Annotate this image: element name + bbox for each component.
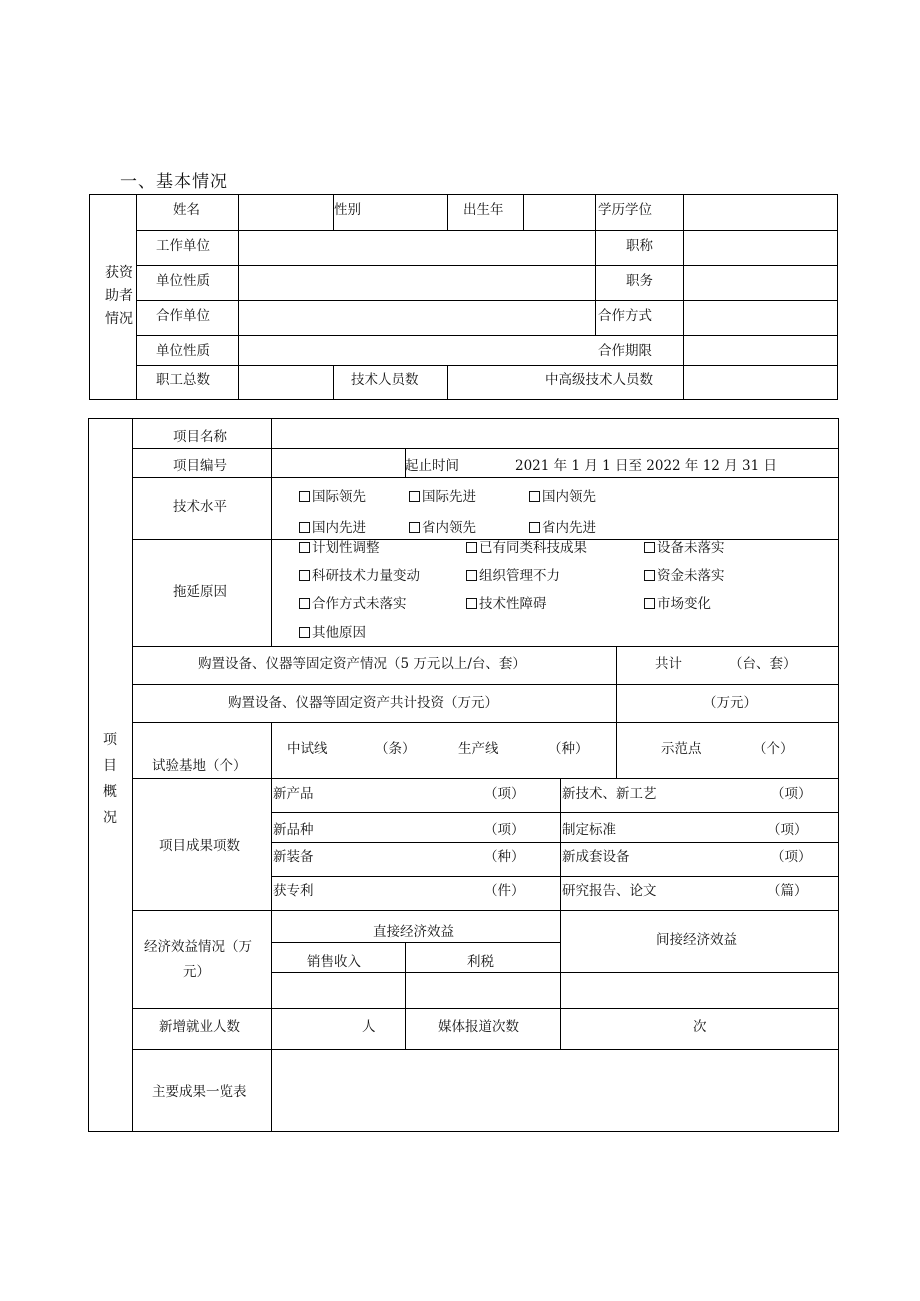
staff-total-label: 职工总数 xyxy=(156,372,210,388)
recipient-group-label: 获资 助者 情况 xyxy=(105,265,133,328)
achievement-item: 制定标准 xyxy=(562,822,616,838)
checkbox-icon xyxy=(299,522,310,533)
econ-label-cont: 元） xyxy=(183,964,210,980)
delay-option[interactable]: 设备未落实 xyxy=(644,542,725,556)
achievement-item: 新品种 xyxy=(273,822,314,838)
tech-level-option[interactable]: 国际先进 xyxy=(409,491,476,505)
results-list-label: 主要成果一览表 xyxy=(152,1084,247,1100)
delay-option[interactable]: 计划性调整 xyxy=(299,542,380,556)
demo-point-unit: （个） xyxy=(753,741,794,757)
checkbox-icon xyxy=(466,542,477,553)
delay-label: 拖延原因 xyxy=(173,584,227,600)
birth-label: 出生年 xyxy=(463,202,504,218)
achievement-unit: （项） xyxy=(771,849,812,865)
period-label: 起止时间 xyxy=(405,458,459,474)
achievement-unit: （种） xyxy=(484,849,525,865)
recipient-table xyxy=(89,194,838,400)
delay-option[interactable]: 市场变化 xyxy=(644,598,711,612)
direct-benefit-header: 直接经济效益 xyxy=(373,924,454,940)
delay-option[interactable]: 其他原因 xyxy=(299,627,366,641)
equipment-total: 共计 xyxy=(655,656,682,672)
tech-level-option[interactable]: 国际领先 xyxy=(299,491,366,505)
production-line-label: 生产线 xyxy=(458,741,499,757)
jobs-unit: 人 xyxy=(362,1019,376,1035)
education-label: 学历学位 xyxy=(598,202,652,218)
period-value: 2021 年 1 月 1 日至 2022 年 12 月 31 日 xyxy=(515,458,777,474)
achievement-item: 新技术、新工艺 xyxy=(562,786,657,802)
name-label: 姓名 xyxy=(173,202,200,218)
pilot-line-label: 中试线 xyxy=(287,741,328,757)
profit-tax-header: 利税 xyxy=(467,954,494,970)
unit-nature-label: 单位性质 xyxy=(156,273,210,289)
sales-income-header: 销售收入 xyxy=(307,954,361,970)
tech-staff-label: 技术人员数 xyxy=(351,372,419,388)
partner-nature-label: 单位性质 xyxy=(156,343,210,359)
achievement-unit: （篇） xyxy=(767,883,808,899)
tech-level-option[interactable]: 省内先进 xyxy=(529,522,596,536)
project-group-label: 项 目 概 况 xyxy=(103,732,117,826)
checkbox-icon xyxy=(299,491,310,502)
equipment-label: 购置设备、仪器等固定资产情况（5 万元以上/台、套） xyxy=(198,656,526,672)
checkbox-icon xyxy=(409,522,420,533)
checkbox-icon xyxy=(644,570,655,581)
checkbox-icon xyxy=(466,598,477,609)
work-unit-label: 工作单位 xyxy=(156,238,210,254)
jobs-label: 新增就业人数 xyxy=(159,1019,240,1035)
partner-unit-label: 合作单位 xyxy=(156,308,210,324)
tech-level-label: 技术水平 xyxy=(173,499,227,515)
demo-point-label: 示范点 xyxy=(661,741,702,757)
title-label: 职称 xyxy=(626,238,653,254)
checkbox-icon xyxy=(299,627,310,638)
checkbox-icon xyxy=(466,570,477,581)
checkbox-icon xyxy=(644,542,655,553)
base-label: 试验基地（个） xyxy=(152,758,247,774)
senior-tech-label: 中高级技术人员数 xyxy=(545,372,653,388)
achievement-unit: （件） xyxy=(484,883,525,899)
achievement-item: 研究报告、论文 xyxy=(562,883,657,899)
project-code-label: 项目编号 xyxy=(173,458,227,474)
checkbox-icon xyxy=(299,570,310,581)
checkbox-icon xyxy=(529,522,540,533)
section-title: 一、基本情况 xyxy=(120,172,228,192)
econ-label: 经济效益情况（万 xyxy=(144,939,252,955)
achievement-unit: （项） xyxy=(767,822,808,838)
delay-option[interactable]: 科研技术力量变动 xyxy=(299,570,420,584)
equipment-unit: （台、套） xyxy=(729,656,797,672)
achievements-label: 项目成果项数 xyxy=(159,838,240,854)
gender-label: 性别 xyxy=(334,202,361,218)
delay-option[interactable]: 资金未落实 xyxy=(644,570,725,584)
achievement-item: 新产品 xyxy=(273,786,314,802)
delay-option[interactable]: 合作方式未落实 xyxy=(299,598,407,612)
tech-level-option[interactable]: 国内先进 xyxy=(299,522,366,536)
achievement-unit: （项） xyxy=(484,786,525,802)
coop-period-label: 合作期限 xyxy=(598,343,652,359)
investment-label: 购置设备、仪器等固定资产共计投资（万元） xyxy=(228,695,498,711)
pilot-line-unit: （条） xyxy=(375,741,416,757)
position-label: 职务 xyxy=(626,273,653,289)
checkbox-icon xyxy=(644,598,655,609)
delay-option[interactable]: 已有同类科技成果 xyxy=(466,542,587,556)
achievement-unit: （项） xyxy=(771,786,812,802)
investment-unit: （万元） xyxy=(703,695,757,711)
checkbox-icon xyxy=(529,491,540,502)
achievement-item: 新成套设备 xyxy=(562,849,630,865)
production-line-unit: （种） xyxy=(548,741,589,757)
tech-level-option[interactable]: 国内领先 xyxy=(529,491,596,505)
indirect-benefit-header: 间接经济效益 xyxy=(656,932,737,948)
delay-option[interactable]: 组织管理不力 xyxy=(466,570,560,584)
achievement-item: 新装备 xyxy=(273,849,314,865)
achievement-unit: （项） xyxy=(484,822,525,838)
achievement-item: 获专利 xyxy=(273,883,314,899)
checkbox-icon xyxy=(409,491,420,502)
media-label: 媒体报道次数 xyxy=(438,1019,519,1035)
tech-level-option[interactable]: 省内领先 xyxy=(409,522,476,536)
coop-mode-label: 合作方式 xyxy=(598,308,652,324)
checkbox-icon xyxy=(299,598,310,609)
delay-option[interactable]: 技术性障碍 xyxy=(466,598,547,612)
checkbox-icon xyxy=(299,542,310,553)
project-name-label: 项目名称 xyxy=(173,429,227,445)
media-unit: 次 xyxy=(693,1019,707,1035)
